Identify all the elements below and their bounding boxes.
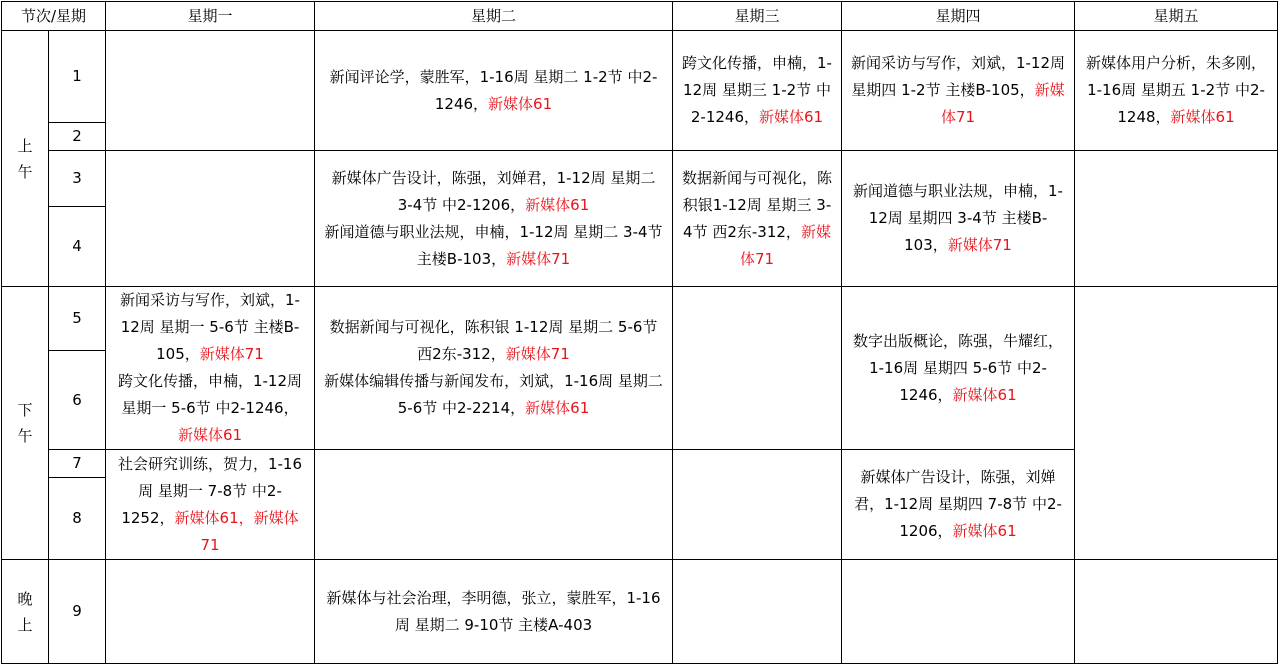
class-group: 新媒体71 [199,345,264,363]
class-group: 新媒体61 [177,426,243,444]
period-4: 4 [49,207,106,287]
cell-wed-5-6 [673,287,842,450]
course-mon-7-8: 社会研究训练，贺力，1-16周 星期一 7-8节 中2-1252，新媒体61，新媒体71 [106,450,315,560]
period-5: 5 [49,287,106,351]
course-wed-1-2: 跨文化传播，申楠，1-12周 星期三 1-2节 中2-1246，新媒体61 [673,31,842,151]
cell-fri-5-8 [1075,287,1278,560]
day-header-wed: 星期三 [673,2,842,31]
day-header-tue: 星期二 [315,2,673,31]
course-tue-1-2: 新闻评论学，蒙胜军，1-16周 星期二 1-2节 中2-1246，新媒体61 [315,31,673,151]
cell-mon-1-2 [106,31,315,151]
cell-wed-7-8 [673,450,842,560]
class-group: 新媒体71 [505,345,570,363]
class-group: 新媒体61 [952,522,1017,540]
period-9: 9 [49,560,106,664]
class-group: 新媒体61 [759,108,824,126]
period-2: 2 [49,123,106,151]
cell-thu-9 [842,560,1075,664]
class-group: 新媒体61 [952,385,1017,404]
cell-tue-7-8 [315,450,673,560]
class-group: 新媒体61， [174,508,254,527]
class-group: 新媒体71 [200,508,299,554]
timetable [1,1,1278,664]
course-fri-1-2: 新媒体用户分析，朱多刚，1-16周 星期五 1-2节 中2-1248，新媒体61 [1075,31,1278,151]
session-evening: 晚 上 [2,560,49,664]
course-thu-3-4: 新闻道德与职业法规，申楠，1-12周 星期四 3-4节 主楼B-103，新媒体71 [842,151,1075,287]
corner-header: 节次/星期 [2,2,106,31]
course-thu-7-8: 新媒体广告设计，陈强，刘婵君，1-12周 星期四 7-8节 中2-1206，新媒体61 [842,450,1075,560]
course-thu-1-2: 新闻采访与写作，刘斌，1-12周 星期四 1-2节 主楼B-105，新媒体71 [842,31,1075,151]
cell-fri-9 [1075,560,1278,664]
course-tue-9-10: 新媒体与社会治理，李明德，张立，蒙胜军，1-16周 星期二 9-10节 主楼A-403 [315,560,673,664]
class-group: 新媒体71 [947,236,1012,254]
cell-wed-9 [673,560,842,664]
period-1: 1 [49,31,106,123]
course-mon-5-6: 新闻采访与写作，刘斌，1-12周 星期一 5-6节 主楼B-105，新媒体71 跨文化传播，申楠，1-12周 星期一 5-6节 中2-1246，新媒体61 [106,287,315,450]
class-group: 新媒体61 [488,94,553,113]
course-thu-5-6: 数字出版概论，陈强，牛耀红，1-16周 星期四 5-6节 中2-1246，新媒体61 [842,287,1075,450]
course-tue-3-4: 新媒体广告设计，陈强，刘婵君，1-12周 星期二 3-4节 中2-1206，新媒体61 新闻道德与职业法规，申楠，1-12周 星期二 3-4节 主楼B-103，新媒体71 [315,151,673,287]
session-afternoon: 下 午 [2,287,49,560]
class-group: 新媒体71 [940,81,1065,126]
course-tue-5-6: 数据新闻与可视化，陈积银 1-12周 星期二 5-6节 西2东-312，新媒体71 新媒体编辑传播与新闻发布，刘斌，1-16周 星期二 5-6节 中2-2214，新媒体61 [315,287,673,450]
cell-fri-3-4 [1075,151,1278,287]
day-header-fri: 星期五 [1075,2,1278,31]
session-morning: 上 午 [2,31,49,287]
class-group: 新媒体61 [1170,108,1235,126]
class-group: 新媒体71 [739,222,831,268]
class-group: 新媒体61 [525,195,590,214]
period-8: 8 [49,478,106,560]
course-wed-3-4: 数据新闻与可视化，陈积银1-12周 星期三 3-4节 西2东-312，新媒体71 [673,151,842,287]
class-group: 新媒体61 [525,399,590,417]
cell-mon-9 [106,560,315,664]
class-group: 新媒体71 [506,249,571,268]
period-7: 7 [49,450,106,478]
period-6: 6 [49,351,106,450]
cell-mon-3-4 [106,151,315,287]
period-3: 3 [49,151,106,207]
day-header-mon: 星期一 [106,2,315,31]
day-header-thu: 星期四 [842,2,1075,31]
